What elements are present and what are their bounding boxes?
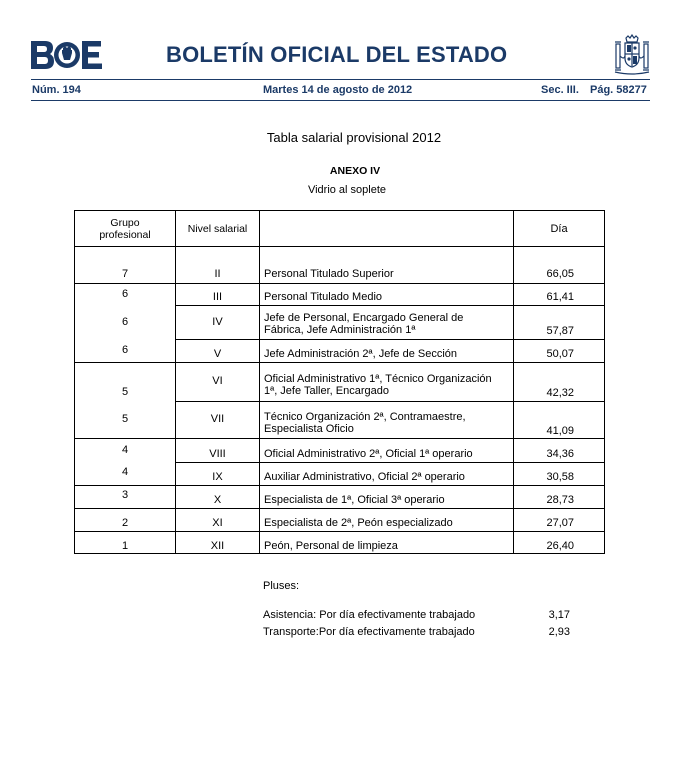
cell-dia: 30,58 xyxy=(546,471,574,483)
cell-grupo: 6 xyxy=(121,288,129,300)
header-rule-top xyxy=(31,79,650,80)
cell-nivel: X xyxy=(213,494,222,506)
salary-table xyxy=(74,210,605,554)
annex-subtitle: Vidrio al soplete xyxy=(307,184,387,196)
row-divider xyxy=(175,339,604,340)
table-title: Tabla salarial provisional 2012 xyxy=(266,130,442,145)
plus-label: Transporte:Por día efectivamente trabajado xyxy=(263,626,475,638)
cell-desc: Oficial Administrativo 1ª, Técnico Organización 1ª, Jefe Taller, Encargado xyxy=(264,373,492,397)
cell-grupo: 7 xyxy=(121,268,129,280)
cell-desc: Personal Titulado Superior xyxy=(264,268,394,280)
cell-nivel: IX xyxy=(212,471,223,483)
cell-desc: Auxiliar Administrativo, Oficial 2ª operario xyxy=(264,471,465,483)
row-divider xyxy=(175,462,604,463)
cell-desc: Oficial Administrativo 2ª, Oficial 1ª operario xyxy=(264,448,473,460)
cell-dia: 50,07 xyxy=(546,348,574,360)
cell-nivel: III xyxy=(212,291,223,303)
row-divider xyxy=(75,283,604,284)
cell-desc: Especialista de 1ª, Oficial 3ª operario xyxy=(264,494,445,506)
annex-heading: ANEXO IV xyxy=(329,165,381,177)
cell-dia: 28,73 xyxy=(546,494,574,506)
plus-value: 2,93 xyxy=(548,626,570,638)
cell-desc: Jefe de Personal, Encargado General de Fábrica, Jefe Administración 1ª xyxy=(264,312,464,336)
boe-logo xyxy=(31,40,103,70)
cell-grupo: 5 xyxy=(121,413,129,425)
row-divider xyxy=(75,531,604,532)
col-divider-nivel xyxy=(259,211,260,553)
plus-label: Asistencia: Por día efectivamente trabajado xyxy=(263,609,476,621)
cell-nivel: XI xyxy=(212,517,223,529)
cell-nivel: VIII xyxy=(209,448,226,460)
row-divider xyxy=(175,305,604,306)
row-divider xyxy=(75,438,604,439)
cell-dia: 57,87 xyxy=(546,325,574,337)
row-divider xyxy=(75,485,604,486)
cell-grupo: 6 xyxy=(121,316,129,328)
cell-dia: 27,07 xyxy=(546,517,574,529)
row-divider xyxy=(75,508,604,509)
bulletin-title: BOLETÍN OFICIAL DEL ESTADO xyxy=(166,42,508,67)
cell-dia: 26,40 xyxy=(546,540,574,552)
header-grupo: Grupo profesional xyxy=(99,217,151,241)
issue-number: Núm. 194 xyxy=(32,84,81,96)
cell-nivel: XII xyxy=(210,540,225,552)
cell-dia: 34,36 xyxy=(546,448,574,460)
cell-nivel: VI xyxy=(212,375,223,387)
cell-dia: 42,32 xyxy=(546,387,574,399)
pluses-title: Pluses: xyxy=(263,580,300,592)
cell-grupo: 3 xyxy=(121,489,129,501)
cell-desc: Peón, Personal de limpieza xyxy=(264,540,398,552)
cell-desc: Técnico Organización 2ª, Contramaestre, Especialista Oficio xyxy=(264,411,466,435)
cell-grupo: 4 xyxy=(121,444,129,456)
row-divider xyxy=(75,362,604,363)
plus-value: 3,17 xyxy=(548,609,570,621)
header-rule-bottom xyxy=(31,100,650,101)
cell-nivel: V xyxy=(213,348,222,360)
header-dia: Día xyxy=(550,223,568,235)
section-label: Sec. III. xyxy=(541,84,579,96)
cell-desc: Personal Titulado Medio xyxy=(264,291,383,303)
cell-dia: 61,41 xyxy=(546,291,574,303)
page-number: Pág. 58277 xyxy=(590,84,647,96)
cell-grupo: 6 xyxy=(121,344,129,356)
cell-grupo: 2 xyxy=(121,517,129,529)
header-nivel: Nivel salarial xyxy=(187,223,248,235)
cell-grupo: 5 xyxy=(121,386,129,398)
row-divider xyxy=(175,401,604,402)
cell-desc: Especialista de 2ª, Peón especializado xyxy=(264,517,453,529)
cell-dia: 66,05 xyxy=(546,268,574,280)
cell-nivel: VII xyxy=(210,413,225,425)
cell-dia: 41,09 xyxy=(546,425,574,437)
cell-grupo: 4 xyxy=(121,466,129,478)
issue-date: Martes 14 de agosto de 2012 xyxy=(263,84,413,96)
cell-nivel: IV xyxy=(212,316,223,328)
cell-nivel: II xyxy=(214,268,221,280)
cell-grupo: 1 xyxy=(121,540,129,552)
coat-of-arms-icon xyxy=(612,34,652,76)
cell-desc: Jefe Administración 2ª, Jefe de Sección xyxy=(264,348,458,360)
row-divider xyxy=(75,246,604,247)
